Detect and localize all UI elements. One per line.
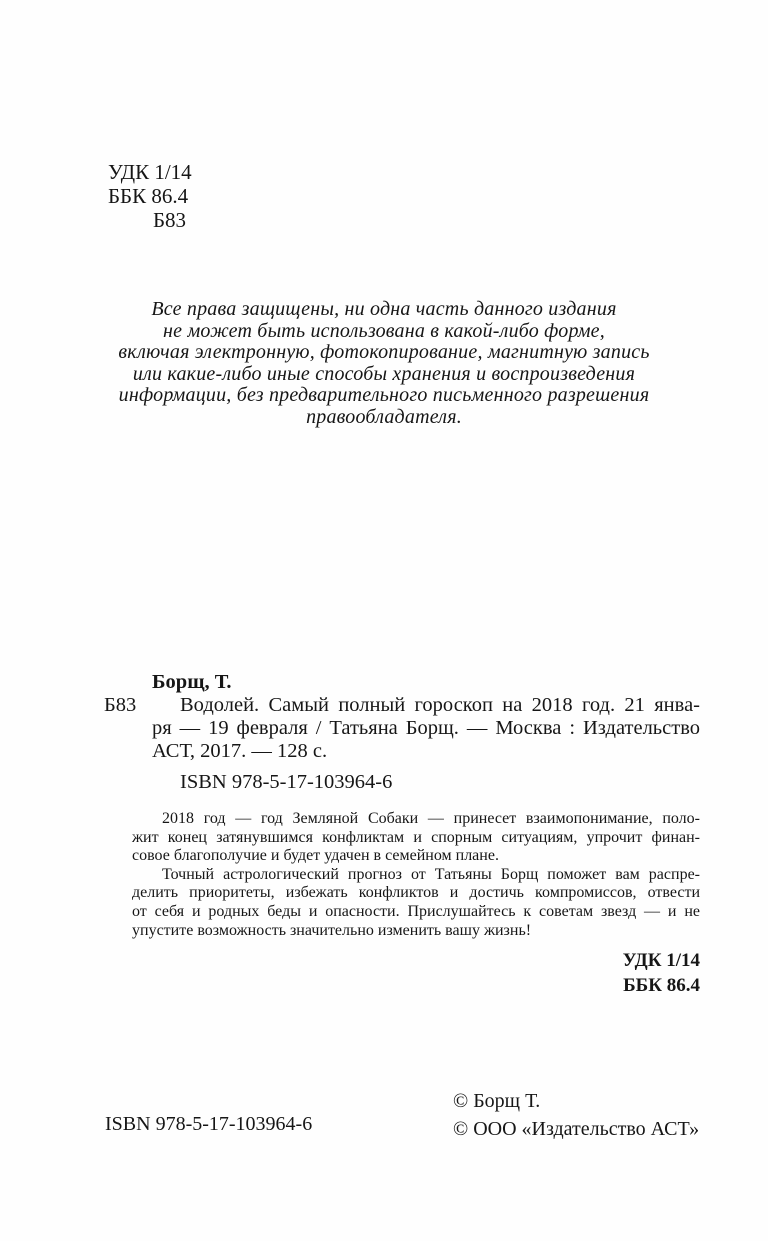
copyright-author: © Борщ Т. (453, 1090, 541, 1112)
catalog-entry (104, 671, 700, 794)
catalog-line: Водолей. Самый полный гороскоп на 2018 год. 21 янва- (180, 694, 700, 716)
author-sign-margin: Б83 (104, 694, 137, 716)
rights-notice-line: Все права защищены, ни одна часть данного издания (151, 298, 617, 320)
isbn-bottom: ISBN 978-5-17-103964-6 (105, 1113, 313, 1135)
author-sign: Б83 (153, 208, 187, 232)
catalog-line: ря — 19 февраля / Татьяна Борщ. — Москва : Издательство (152, 717, 700, 739)
classification-codes-top (108, 160, 192, 232)
udk-code-bottom: УДК 1/14 (622, 950, 700, 971)
copyright-publisher: © ООО «Издательство АСТ» (453, 1118, 700, 1140)
rights-notice-line: информации, без предварительного письменного разрешения (118, 384, 650, 406)
annotation-line: совое благополучие и будет удачен в семейном плане. (132, 847, 499, 865)
rights-notice-line: включая электронную, фотокопирование, магнитную запись (118, 341, 650, 363)
bbk-code-bottom: ББК 86.4 (623, 975, 700, 996)
annotation-line: жит конец затянувшимся конфликтам и спорным ситуациям, упрочит финан- (132, 828, 700, 846)
copyright-credits (453, 1087, 699, 1143)
catalog-line: АСТ, 2017. — 128 с. (152, 740, 328, 762)
classification-codes-bottom (623, 948, 700, 998)
rights-notice-line: не может быть использована в какой-либо форме, (163, 319, 605, 342)
rights-notice-line: или какие-либо иные способы хранения и воспроизведения (132, 362, 636, 385)
annotation-line: делить приоритеты, избежать конфликтов и достичь компромиссов, отвести (132, 884, 700, 902)
annotation-line: 2018 год — год Земляной Собаки — принесет взаимопонимание, поло- (162, 810, 700, 827)
udk-code: УДК 1/14 (108, 160, 192, 184)
annotation-line: упустите возможность значительно изменить вашу жизнь! (132, 921, 532, 939)
bbk-code: ББК 86.4 (108, 184, 189, 208)
rights-notice-line: правообладателя. (306, 405, 462, 428)
annotation-line: Точный астрологический прогноз от Татьяны Борщ поможет вам распре- (162, 865, 700, 883)
catalog-author: Борщ, Т. (152, 671, 232, 693)
annotation-line: от себя и родных беды и опасности. Прислушайтесь к советам звезд — и не (132, 902, 700, 920)
rights-notice (74, 299, 694, 428)
annotation (132, 810, 700, 940)
isbn-catalog: ISBN 978-5-17-103964-6 (180, 771, 393, 793)
